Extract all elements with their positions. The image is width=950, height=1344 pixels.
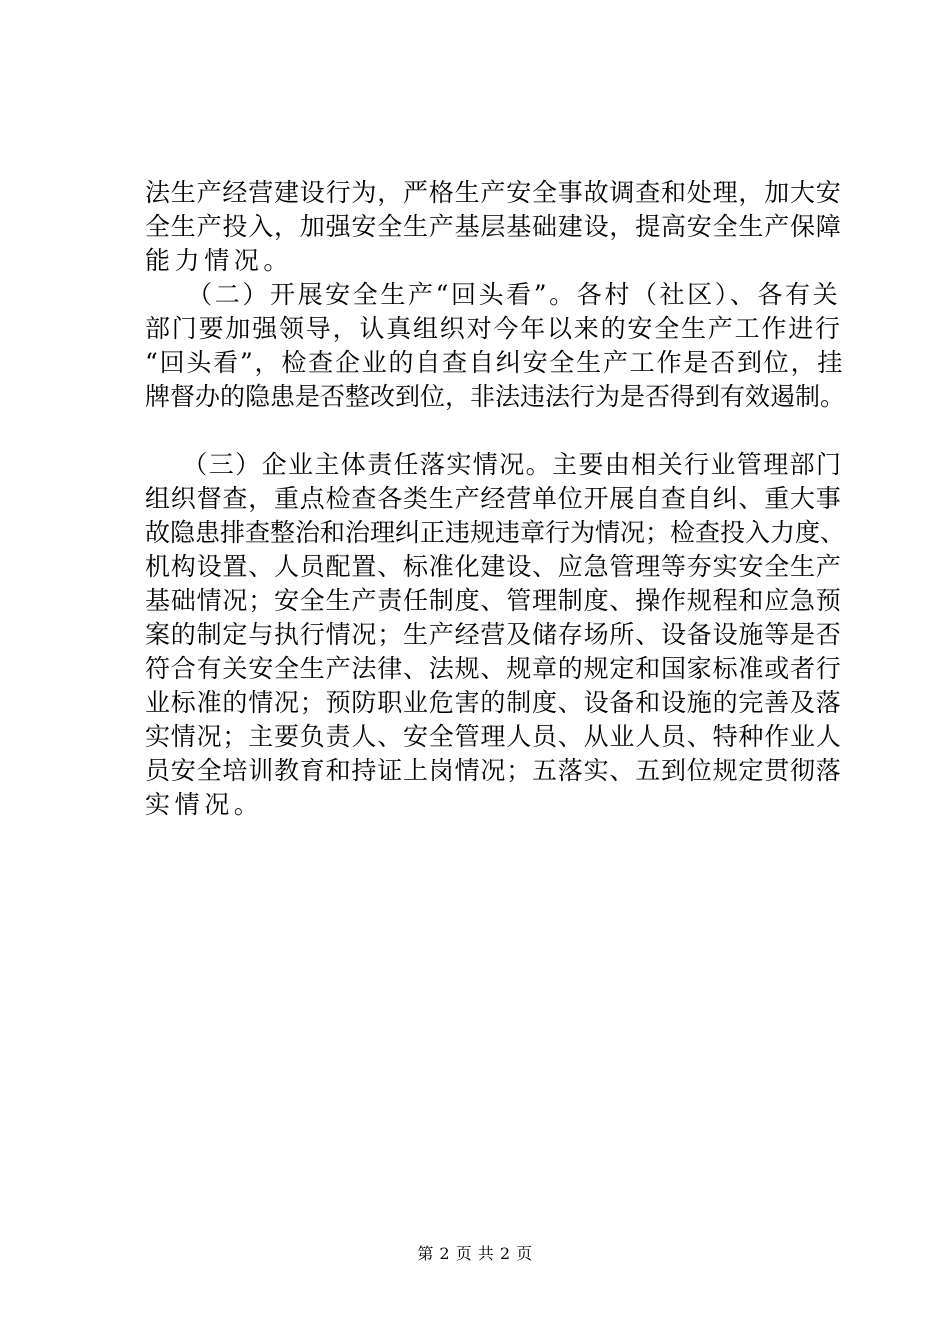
paragraph-3-line-11: 实情况。 — [145, 790, 264, 819]
paragraph-2-line-4: 牌督办的隐患是否整改到位，非法违法行为是否得到有效遏制。 — [145, 382, 846, 411]
paragraph-2-line-1: （二）开展安全生产“回头看”。各村（社区）、各有关 — [145, 280, 841, 309]
page-number-footer: 第 2 页 共 2 页 — [417, 1244, 533, 1263]
paragraph-2-line-2: 部门要加强领导，认真组织对今年以来的安全生产工作进行 — [145, 314, 842, 343]
paragraph-3-line-1: （三）企业主体责任落实情况。主要由相关行业管理部门 — [145, 450, 843, 479]
paragraph-1-line-3: 能力情况。 — [145, 246, 294, 275]
paragraph-3-line-2: 组织督查，重点检查各类生产经营单位开展自查自纠、重大事 — [145, 484, 842, 513]
paragraph-3-line-6: 案的制定与执行情况；生产经营及储存场所、设备设施等是否 — [145, 620, 842, 649]
paragraph-1-line-1: 法生产经营建设行为，严格生产安全事故调查和处理，加大安 — [145, 178, 842, 207]
paragraph-3-line-9: 实情况；主要负责人、安全管理人员、从业人员、特种作业人 — [145, 722, 842, 751]
paragraph-2-line-3: “回头看”，检查企业的自查自纠安全生产工作是否到位，挂 — [145, 348, 845, 377]
paragraph-3-line-8: 业标准的情况；预防职业危害的制度、设备和设施的完善及落 — [145, 688, 842, 717]
paragraph-3-line-5: 基础情况；安全生产责任制度、管理制度、操作规程和应急预 — [145, 586, 842, 615]
paragraph-3-line-4: 机构设置、人员配置、标准化建设、应急管理等夯实安全生产 — [145, 552, 842, 581]
paragraph-3-line-7: 符合有关安全生产法律、法规、规章的规定和国家标准或者行 — [145, 654, 842, 683]
paragraph-3-line-3: 故隐患排查整治和治理纠正违规违章行为情况；检查投入力度、 — [145, 518, 846, 547]
paragraph-1-line-2: 全生产投入，加强安全生产基层基础建设，提高安全生产保障 — [145, 212, 842, 241]
paragraph-3-line-10: 员安全培训教育和持证上岗情况；五落实、五到位规定贯彻落 — [145, 756, 842, 785]
